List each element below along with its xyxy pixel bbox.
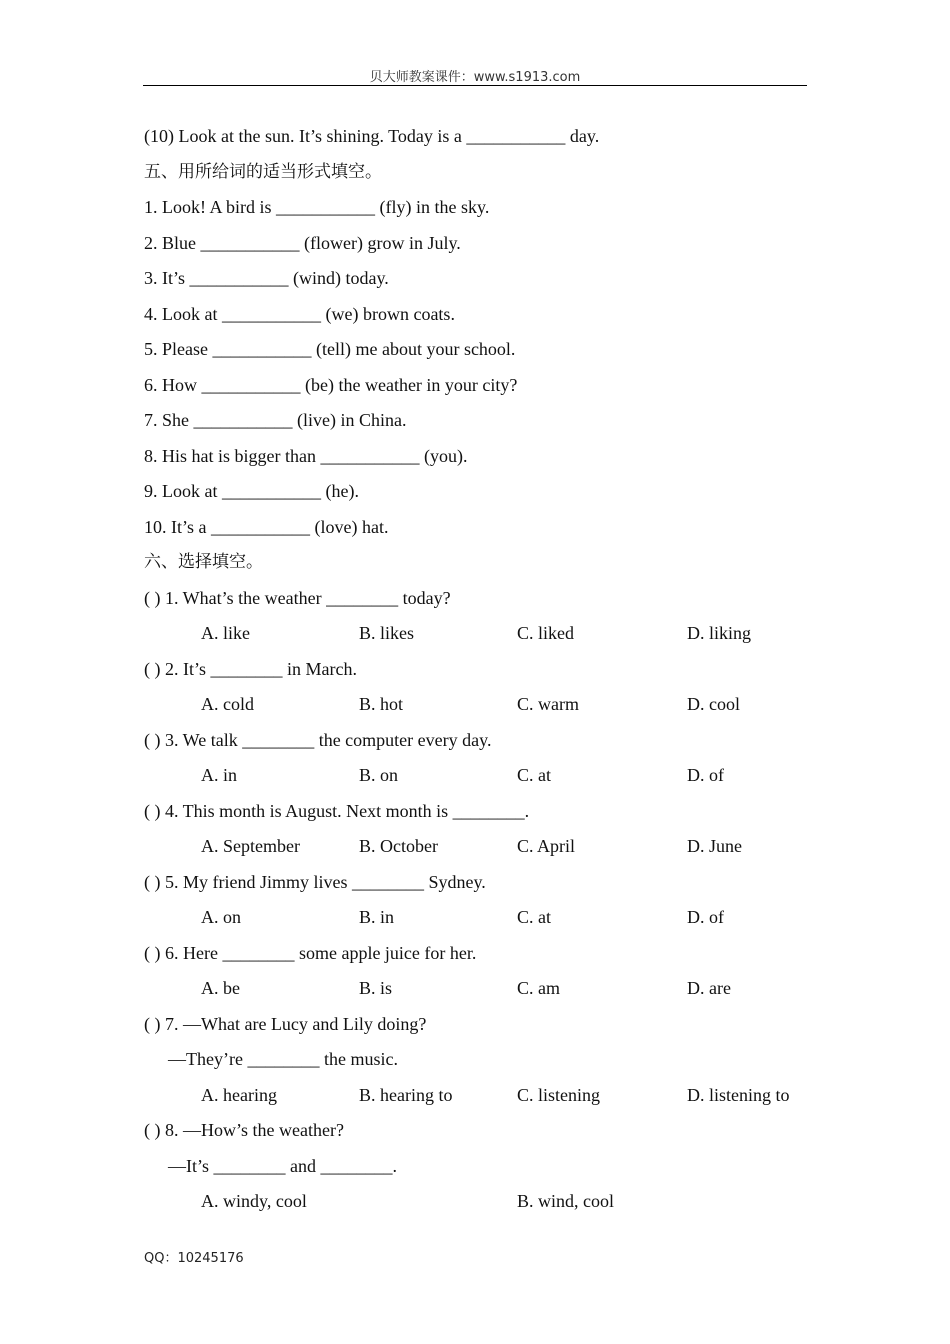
option-d: D. of bbox=[687, 907, 724, 927]
choice-options bbox=[144, 758, 824, 794]
option-a: A. cold bbox=[201, 694, 254, 714]
section-title: 五、用所给词的适当形式填空。 bbox=[144, 161, 382, 182]
option-d: D. cool bbox=[687, 694, 740, 714]
option-a: A. September bbox=[201, 836, 300, 856]
option-b: B. is bbox=[359, 978, 393, 998]
choice-options bbox=[144, 829, 824, 865]
page-header: 贝大师教案课件：www.s1913.com bbox=[369, 70, 581, 85]
choice-question: ( ) 3. We talk ________ the computer every day. bbox=[144, 729, 492, 750]
option-b: B. in bbox=[359, 907, 395, 927]
option-c: C. liked bbox=[517, 623, 574, 643]
option-b: B. likes bbox=[359, 623, 415, 643]
option-b: B. hearing to bbox=[359, 1084, 453, 1105]
choice-question-reply: —They’re ________ the music. bbox=[168, 1049, 398, 1069]
option-c: C. listening bbox=[517, 1084, 601, 1105]
choice-options bbox=[144, 900, 824, 936]
choice-question: ( ) 5. My friend Jimmy lives ________ Sydney. bbox=[144, 871, 486, 892]
option-b: B. on bbox=[359, 765, 399, 785]
fill-in-item: 4. Look at ___________ (we) brown coats. bbox=[144, 303, 455, 324]
choice-options bbox=[144, 971, 824, 1007]
option-a: A. be bbox=[201, 978, 240, 998]
choice-question: ( ) 1. What’s the weather ________ today? bbox=[144, 587, 451, 608]
section-title: 六、选择填空。 bbox=[144, 552, 263, 572]
option-c: C. at bbox=[517, 765, 551, 785]
option-d: D. June bbox=[687, 836, 742, 856]
option-d: D. of bbox=[687, 765, 724, 785]
choice-options bbox=[144, 616, 824, 652]
question-line: (10) Look at the sun. It’s shining. Today is a ___________ day. bbox=[144, 126, 600, 146]
choice-options bbox=[144, 687, 824, 723]
choice-options bbox=[144, 1078, 824, 1114]
fill-in-item: 7. She ___________ (live) in China. bbox=[144, 410, 407, 430]
fill-in-item: 1. Look! A bird is ___________ (fly) in the sky. bbox=[144, 197, 490, 217]
option-d: D. listening to bbox=[687, 1084, 790, 1105]
fill-in-item: 3. It’s ___________ (wind) today. bbox=[144, 268, 389, 288]
worksheet-body bbox=[144, 119, 824, 1220]
option-c: C. April bbox=[517, 836, 576, 856]
option-b: B. wind, cool bbox=[517, 1191, 614, 1211]
choice-question: ( ) 4. This month is August. Next month is ________. bbox=[144, 800, 530, 821]
choice-question: ( ) 6. Here ________ some apple juice for her. bbox=[144, 942, 477, 963]
fill-in-item: 9. Look at ___________ (he). bbox=[144, 481, 359, 501]
option-d: D. liking bbox=[687, 623, 752, 643]
choice-question: ( ) 2. It’s ________ in March. bbox=[144, 658, 357, 679]
option-c: C. warm bbox=[517, 694, 579, 714]
page-footer: QQ：10245176 bbox=[144, 1251, 244, 1266]
option-a: A. windy, cool bbox=[201, 1191, 307, 1211]
choice-options bbox=[144, 1184, 824, 1220]
choice-question: ( ) 7. —What are Lucy and Lily doing? bbox=[144, 1013, 427, 1034]
fill-in-item: 5. Please ___________ (tell) me about your school. bbox=[144, 339, 516, 359]
option-d: D. are bbox=[687, 978, 731, 998]
option-c: C. at bbox=[517, 907, 551, 927]
option-b: B. hot bbox=[359, 694, 404, 714]
option-a: A. like bbox=[201, 623, 250, 643]
fill-in-item: 2. Blue ___________ (flower) grow in July. bbox=[144, 232, 461, 253]
header-divider bbox=[143, 85, 807, 86]
choice-question: ( ) 8. —How’s the weather? bbox=[144, 1120, 344, 1140]
fill-in-item: 10. It’s a ___________ (love) hat. bbox=[144, 516, 389, 537]
option-c: C. am bbox=[517, 978, 560, 998]
option-a: A. in bbox=[201, 765, 237, 785]
option-a: A. on bbox=[201, 907, 241, 927]
choice-question-reply: —It’s ________ and ________. bbox=[168, 1155, 397, 1176]
option-a: A. hearing bbox=[201, 1084, 277, 1105]
fill-in-item: 6. How ___________ (be) the weather in your city? bbox=[144, 374, 518, 395]
option-b: B. October bbox=[359, 836, 438, 856]
fill-in-item: 8. His hat is bigger than ___________ (you). bbox=[144, 445, 468, 466]
